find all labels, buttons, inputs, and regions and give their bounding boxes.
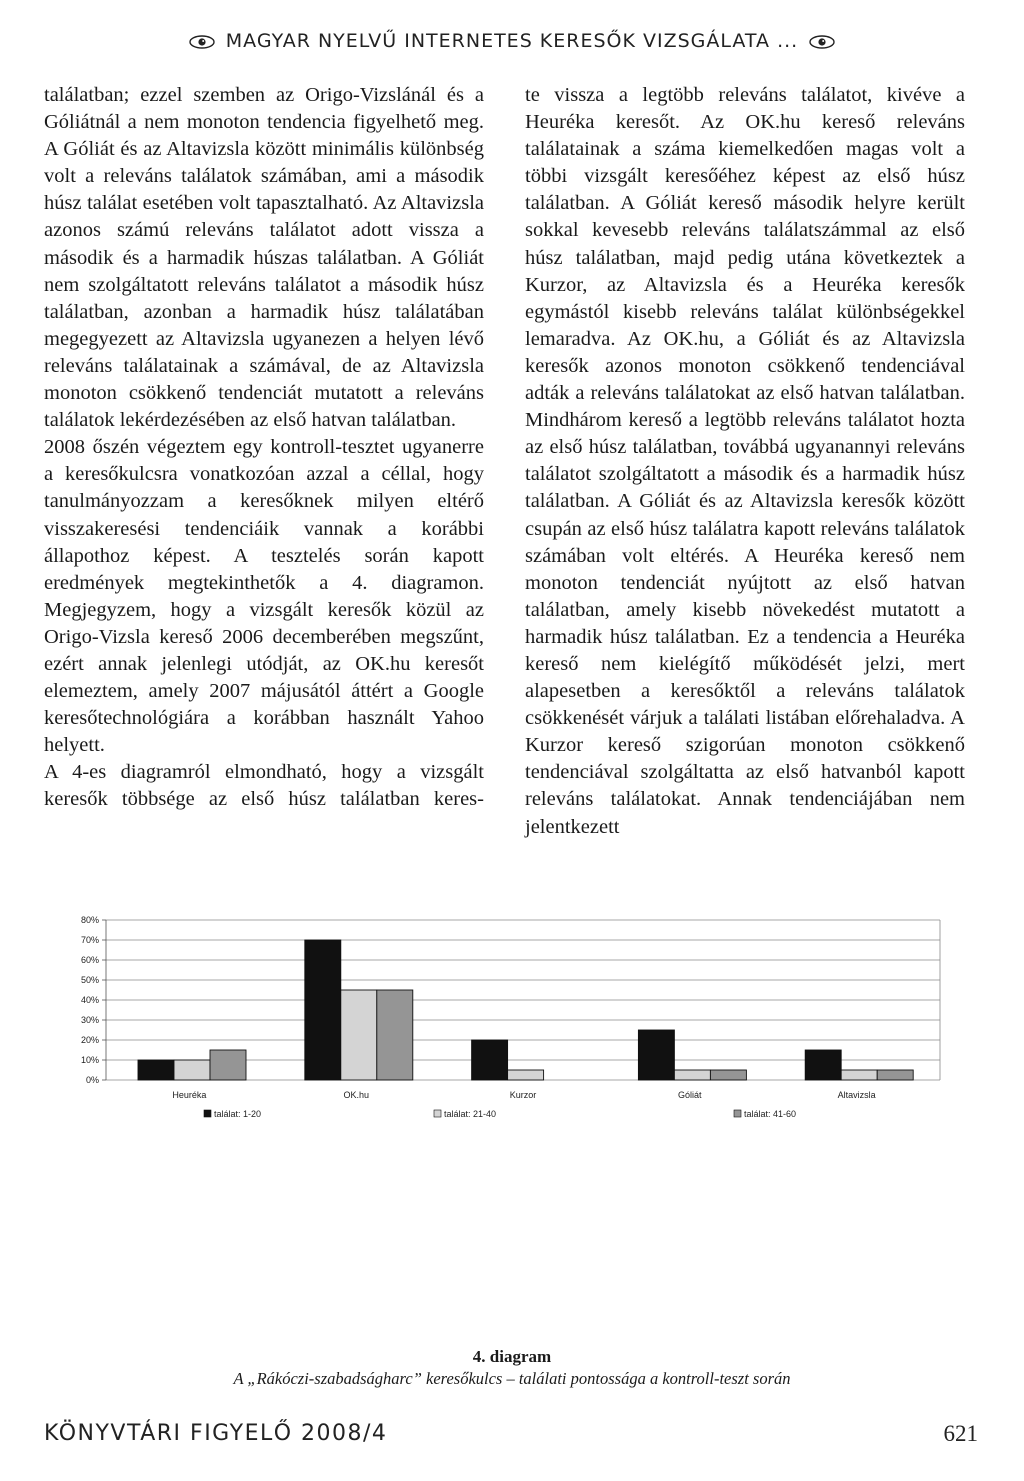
running-header xyxy=(0,30,1024,52)
bar-g-li-t-1 xyxy=(638,1030,674,1080)
bar-altavizsla-3 xyxy=(877,1070,913,1080)
eye-ornament-icon xyxy=(189,35,215,49)
figure-number: 4. diagram xyxy=(472,1347,552,1366)
y-tick-label: 30% xyxy=(80,1015,99,1025)
figure-caption xyxy=(0,1346,1024,1390)
y-tick-label: 40% xyxy=(80,995,99,1005)
x-category-label: Heuréka xyxy=(172,1090,207,1100)
header-title: MAGYAR NYELVŰ INTERNETES KERESŐK VIZSGÁLATA ... xyxy=(225,30,799,52)
legend-label: találat: 41-60 xyxy=(744,1109,797,1119)
eye-ornament-icon xyxy=(809,35,835,49)
x-category-label: Góliát xyxy=(678,1090,702,1100)
bar-chart xyxy=(44,905,944,1325)
y-tick-label: 0% xyxy=(85,1075,99,1085)
x-category-label: Kurzor xyxy=(509,1090,537,1100)
y-tick-label: 20% xyxy=(80,1035,99,1045)
bar-heur-ka-3 xyxy=(210,1050,246,1080)
y-tick-label: 50% xyxy=(80,975,99,985)
paragraph: te vissza a legtöbb releváns találatot, kivéve a Heuréka keresőt. Az OK.hu kereső releváns találatainak a száma kiemelkedően magas volt a többi vizsgált keresőéhez képest az első húsz találatban. A Góliát kereső második helyre került sokkal kevesebb releváns találatszámmal az első húsz találatban, majd pedig utána következtek a Kurzor, az Altavizsla és a Heuréka keresők egymástól kisebb releváns találat különbségekkel lemaradva. Az OK.hu, a Góliát és az Altavizsla keresők azonos monoton csökkenő tendenciával adták a releváns találatokat az első hatvan találatban. Mindhárom kereső a legtöbb releváns találatot hozta az első húsz találatban, továbbá ugyanannyi releváns találatot szolgáltatott a második és a harmadik húsz találatban. A Góliát és az Altavizsla keresők között csupán az első húsz találatra kapott releváns találatok számában volt eltérés. A Heuréka kereső nem monoton tendenciát nyújtott az első hatvan találatban, amely kisebb növekedést mutatott a harmadik húsz találatban. Ez a tendencia a Heuréka kereső nem kielégítő működését jelzi, mert alapesetben a keresőktől a releváns találatok csökkenését várjuk a találati listában előrehaladva. A Kurzor kereső szigorúan monoton csökkenő tendenciával szolgáltatta az első hatvanból kapott releváns találatokat. Annak tendenciájában nem jelentkezett xyxy=(525,84,965,838)
paragraph: találatban; ezzel szemben az Origo-Vizslánál és a Góliátnál a nem monoton tendencia figyelhető meg. A Góliát és az Altavizsla között minimális különbség volt a releváns találatok számában, ami a második húsz találat esetében volt tapasztalható. Az Altavizsla azonos számú releváns találatot adott vissza a második és a harmadik húszas találatban. A Góliát nem szolgáltatott releváns találatot a második húsz találatban, azonban a harmadik húsz találatában megegyezett az Altavizsla ugyanezen a helyen lévő releváns találatainak a számával, de az Altavizsla monoton csökkenő tendenciát mutatott a releváns találatok lekérdezésében az első hatvan találatban. xyxy=(44,84,484,432)
bar-ok-hu-1 xyxy=(305,940,341,1080)
bar-ok-hu-2 xyxy=(341,990,377,1080)
paragraph: 2008 őszén végeztem egy kontroll-tesztet ugyanerre a keresőkulcsra vonatkozóan azzal a céllal, hogy tanulmányozzam a keresőknek milyen eltérő visszakeresési tendenciáik vannak a korábbi állapothoz képest. A tesztelés során kapott eredmények megtekinthetők a 4. diagramon. Megjegyzem, hogy a vizsgált keresők közül az Origo-Vizsla kereső 2006 decemberében megszűnt, ezért annak jelenlegi utódját, az OK.hu keresőt elemeztem, amely 2007 májusától áttért a Google keresőtechnológiára a korábban használt Yahoo helyett. xyxy=(44,436,484,757)
bar-altavizsla-1 xyxy=(805,1050,841,1080)
paragraph: A 4-es diagramról elmondható, hogy a vizsgált keresők többsége az első húsz találatban keres- xyxy=(44,761,484,811)
y-tick-label: 60% xyxy=(80,955,99,965)
x-category-label: OK.hu xyxy=(343,1090,369,1100)
legend-label: találat: 21-40 xyxy=(444,1109,497,1119)
bar-heur-ka-1 xyxy=(138,1060,174,1080)
y-tick-label: 10% xyxy=(80,1055,99,1065)
page-number: 621 xyxy=(943,1421,978,1446)
figure-caption-text: A „Rákóczi-szabadságharc” keresőkulcs – találati pontossága a kontroll-teszt során xyxy=(233,1369,791,1388)
bar-g-li-t-2 xyxy=(674,1070,710,1080)
bar-altavizsla-2 xyxy=(841,1070,877,1080)
bar-g-li-t-3 xyxy=(710,1070,746,1080)
bar-ok-hu-3 xyxy=(377,990,413,1080)
y-tick-label: 80% xyxy=(80,915,99,925)
x-category-label: Altavizsla xyxy=(837,1090,876,1100)
left-column xyxy=(44,82,484,814)
journal-name: KÖNYVTÁRI FIGYELŐ 2008/4 xyxy=(44,1421,388,1446)
y-tick-label: 70% xyxy=(80,935,99,945)
bar-kurzor-1 xyxy=(472,1040,508,1080)
bar-kurzor-2 xyxy=(508,1070,544,1080)
right-column xyxy=(525,82,965,841)
bar-heur-ka-2 xyxy=(174,1060,210,1080)
legend-swatch xyxy=(734,1110,741,1117)
legend-swatch xyxy=(204,1110,211,1117)
legend-swatch xyxy=(434,1110,441,1117)
legend-label: találat: 1-20 xyxy=(214,1109,262,1119)
